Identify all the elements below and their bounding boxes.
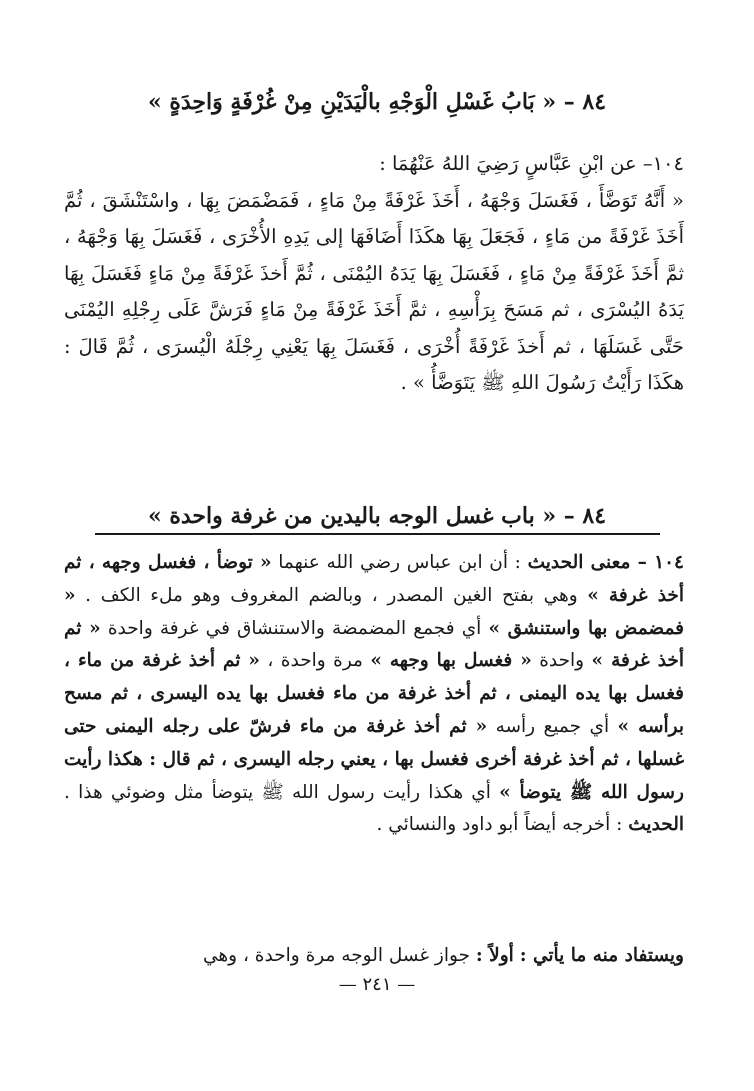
commentary-text: : أن ابن عباس رضي الله عنهما [278,552,521,573]
page-number: — ٢٤١ — [338,974,416,995]
commentary-quote: « ثم أخذ غرفة » [64,617,684,672]
commentary-quote: « ثم أخذ غرفة من ماء فرشّ على رجله اليمنى حتى غسلها ، ثم أخذ غرفة أخرى فغسل بها ، يعني رجله اليسرى ، ثم قال : هكذا رأيت رسول الله ﷺ يتوضأ » [64,715,684,803]
chapter-heading: ٨٤ – « بَابُ غَسْلِ الْوَجْهِ بالْيَدَيْنِ مِنْ غُرْفَةٍ وَاحِدَةٍ » [147,89,607,115]
conclusion-line [64,940,684,972]
commentary-quote: « ثم أخذ غرفة من ماء ، فغسل بها يده اليمنى ، ثم أخذ غرفة من ماء فغسل بها يده اليسرى ، ثم مسح برأسه » [64,650,685,737]
commentary-text: وهي بفتح الغين المصدر ، وبالضم المغروف وهو ملء الكف . [85,584,578,606]
commentary-block [64,547,684,842]
hadith-intro: ١٠٤– عن ابْنِ عَبَّاسٍ رَضِيَ اللهُ عَنْهُمَا : [379,152,684,175]
section-divider [95,533,660,535]
conclusion-label: ويستفاد منه ما يأتي : [519,945,684,966]
conclusion-text: جواز غسل الوجه مرة واحدة ، وهي [202,945,470,966]
commentary-heading: ٨٤ – « باب غسل الوجه باليدين من غرفة واحدة » [147,503,607,529]
commentary-text: مرة واحدة ، [267,650,363,672]
commentary-text: أي جميع رأسه [495,715,610,737]
commentary-text: أي هكذا رأيت رسول الله ﷺ يتوضأ مثل وضوئي هذا . [64,781,491,803]
commentary-text: واحدة [539,650,585,672]
commentary-quote: « فمضمض بها واستنشق » [64,584,684,639]
commentary-label: ١٠٤ – معنى الحديث [527,552,684,573]
hadith-text-block [64,146,684,402]
commentary-quote: « توضأ ، فغسل وجهه ، ثم أخذ غرفة » [64,552,684,606]
commentary-quote: « فغسل بها وجهه » [370,650,532,672]
commentary-text: : أخرجه أيضاً أبو داود والنسائي . [376,814,623,836]
conclusion-first-label: أولاً : [475,945,514,966]
hadith-body: « أَنَّهُ تَوَضَّأَ ، فَغَسَلَ وَجْهَهُ ، أَخَذَ غَرْفَةً مِنْ مَاءٍ ، فَمَضْمَضَ بِهَا ، واسْتَنْشَقَ ، ثُمَّ أَخَذَ غَرْفَةً من مَاءٍ ، فَجَعَلَ بِهَا هكَذَا أَضَافَهَا إلى يَدِهِ الأُخْرَى ، فَغَسَلَ بِهَا وَجْهَهُ ، ثمَّ أَخَذَ غَرْفَةً مِنْ مَاءٍ ، فَغَسَلَ بِهَا يَدَهُ اليُمْنَى ، ثُمَّ أَخذَ غَرْفَةً مِنْ مَاءٍ فَغَسَلَ بِهَا يَدَهُ اليُسْرَى ، ثم مَسَحَ بِرَأْسِهِ ، ثمَّ أَخَذَ غَرْفَةً مِنْ مَاءٍ فَرَشَّ عَلَى رِجْلِهِ اليُمْنَى حَتَّى غَسَلَهَا ، ثم أَخذَ غَرْفَةً أُخْرَى ، فَغَسَلَ بِهَا يَعْنِي رِجْلَهُ الْيُسرَى ، ثُمَّ قَالَ : هكَذَا رَأَيْتُ رَسُولَ اللهِ ﷺ يَتَوَضَّأُ » . [64,188,684,394]
hadith-source-label: الحديث [628,814,684,836]
commentary-text: أي فجمع المضمضة والاستنشاق في غرفة واحدة [107,617,482,639]
